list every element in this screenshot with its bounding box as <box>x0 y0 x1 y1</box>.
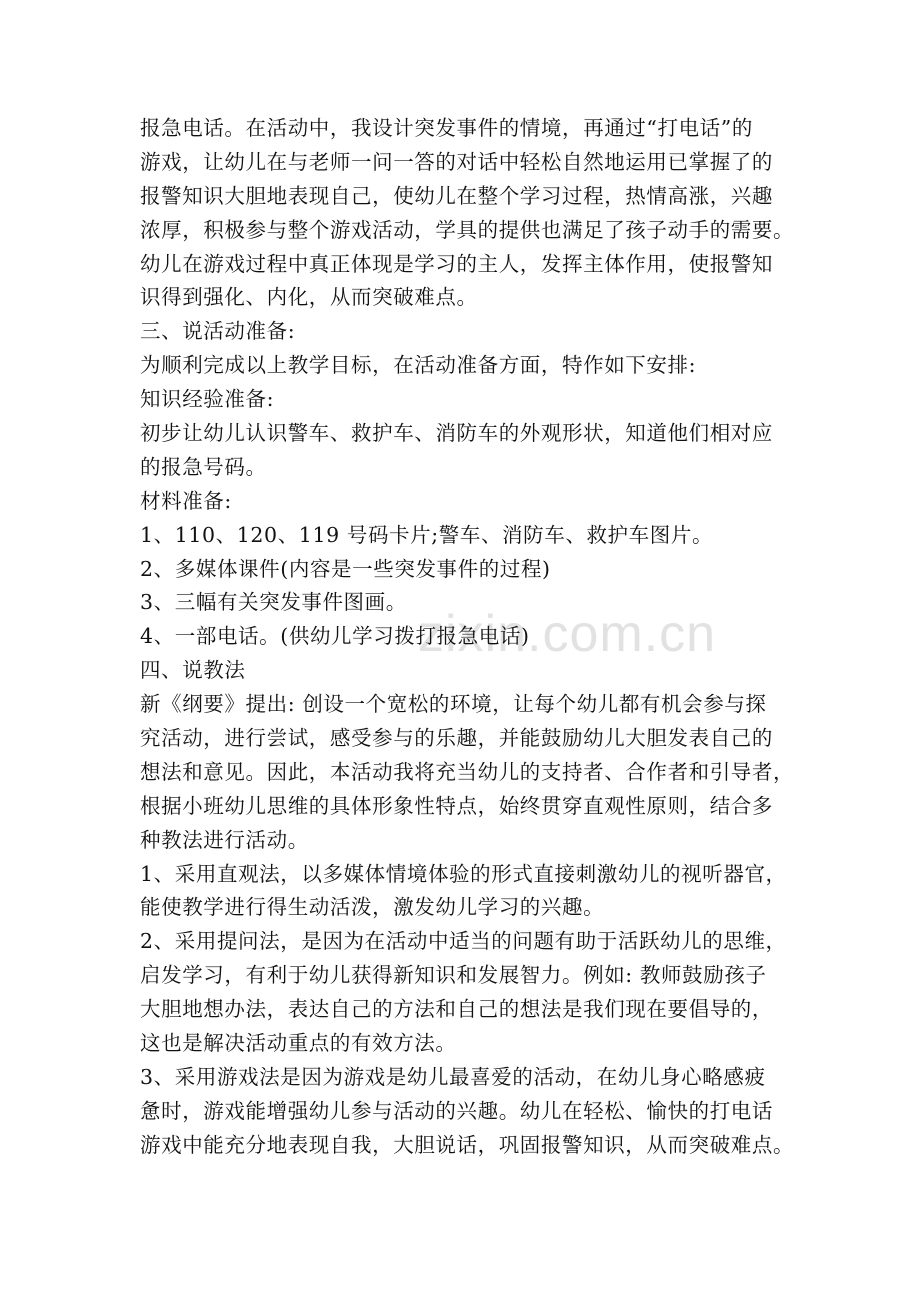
text-line: 浓厚，积极参与整个游戏活动，学具的提供也满足了孩子动手的需要。 <box>140 217 795 242</box>
list-item: 2、多媒体课件(内容是一些突发事件的过程) <box>140 556 551 581</box>
list-item: 2、采用提问法，是因为在活动中适当的问题有助于活跃幼儿的思维， <box>140 929 787 954</box>
section-heading: 三、说活动准备: <box>140 319 296 344</box>
list-item: 4、一部电话。(供幼儿学习拨打报急电话) <box>140 624 530 649</box>
text-line: 报警知识大胆地表现自己，使幼儿在整个学习过程，热情高涨，兴趣 <box>140 183 773 208</box>
text-line: 识得到强化、内化，从而突破难点。 <box>140 285 478 310</box>
subheading: 知识经验准备: <box>140 387 275 412</box>
section-heading: 四、说教法 <box>140 658 246 683</box>
list-item: 1、110、120、119 号码卡片;警车、消防车、救护车图片。 <box>140 522 714 547</box>
text-line: 种教法进行活动。 <box>140 827 309 852</box>
text-line: 为顺利完成以上教学目标，在活动准备方面，特作如下安排: <box>140 353 697 378</box>
text-line: 启发学习，有利于幼儿获得新知识和发展智力。例如: 教师鼓励孩子 <box>140 963 767 988</box>
text-line: 想法和意见。因此，本活动我将充当幼儿的支持者、合作者和引导者， <box>140 759 795 784</box>
text-line: 游戏中能充分地表现自我，大胆说话，巩固报警知识，从而突破难点。 <box>140 1132 795 1157</box>
list-item: 3、三幅有关突发事件图画。 <box>140 590 407 615</box>
text-line: 根据小班幼儿思维的具体形象性特点，始终贯穿直观性原则，结合多 <box>140 793 773 818</box>
text-line: 惫时，游戏能增强幼儿参与活动的兴趣。幼儿在轻松、愉快的打电话 <box>140 1098 773 1123</box>
text-line: 的报急号码。 <box>140 454 267 479</box>
text-line: 这也是解决活动重点的有效方法。 <box>140 1031 457 1056</box>
text-line: 大胆地想办法，表达自己的方法和自己的想法是我们现在要倡导的， <box>140 997 773 1022</box>
text-line: 新《纲要》提出: 创设一个宽松的环境，让每个幼儿都有机会参与探 <box>140 692 767 717</box>
text-line: 幼儿在游戏过程中真正体现是学习的主人，发挥主体作用，使报警知 <box>140 251 773 276</box>
subheading: 材料准备: <box>140 488 232 513</box>
text-line: 究活动，进行尝试，感受参与的乐趣，并能鼓励幼儿大胆发表自己的 <box>140 726 773 751</box>
list-item: 1、采用直观法，以多媒体情境体验的形式直接刺激幼儿的视听器官， <box>140 861 787 886</box>
text-line: 游戏，让幼儿在与老师一问一答的对话中轻松自然地运用已掌握了的 <box>140 149 773 174</box>
text-line: 报急电话。在活动中，我设计突发事件的情境，再通过“打电话”的 <box>140 116 753 140</box>
text-line: 初步让幼儿认识警车、救护车、消防车的外观形状，知道他们相对应 <box>140 421 773 446</box>
document-body <box>140 112 795 1163</box>
watermark: zixin.com.cn <box>418 605 717 663</box>
text-line: 能使教学进行得生动活泼，激发幼儿学习的兴趣。 <box>140 895 605 920</box>
list-item: 3、采用游戏法是因为游戏是幼儿最喜爱的活动，在幼儿身心略感疲 <box>140 1064 766 1089</box>
